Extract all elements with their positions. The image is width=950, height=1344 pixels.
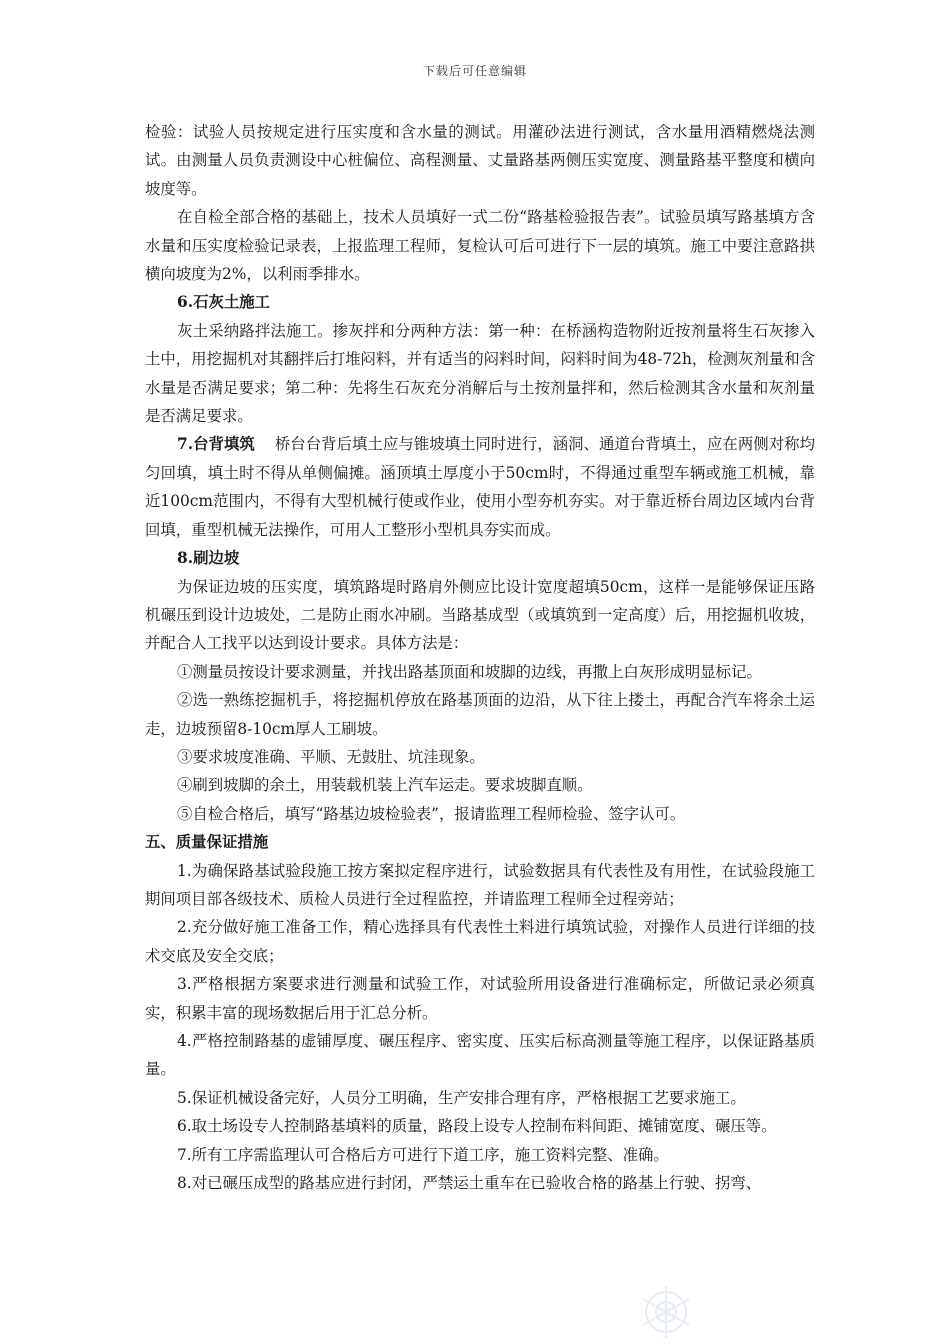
section-heading: 6.石灰土施工: [177, 293, 271, 312]
body-paragraph: 灰土采纳路拌法施工。掺灰拌和分两种方法：第一种：在桥涵构造物附近按剂量将生石灰掺入土中，用挖掘机对其翻拌后打堆闷料，并有适当的闷料时间，闷料时间为48-72h，检测灰剂量和含水量是否满足要求；第二种：先将生石灰充分消解后与土按剂量拌和，然后检测其含水量和灰剂量是否满足要求。: [145, 321, 815, 426]
snowflake-watermark-icon: [634, 1280, 698, 1344]
body-paragraph: ④刷到坡脚的余土，用装载机装上汽车运走。要求坡脚直顺。: [177, 776, 593, 795]
body-paragraph: 为保证边坡的压实度，填筑路堤时路肩外侧应比设计宽度超填50cm，这样一是能够保证压路机碾压到设计边坡处，二是防止雨水冲刷。当路基成型（或填筑到一定高度）后，用挖掘机收坡，并配合人工找平以达到设计要求。具体方法是：: [145, 577, 815, 653]
section-heading: 五、质量保证措施: [145, 833, 269, 852]
section-heading: 8.刷边坡: [177, 549, 240, 568]
body-paragraph: 4.严格控制路基的虚铺厚度、碾压程序、密实度、压实后标高测量等施工程序，以保证路基质量。: [145, 1032, 815, 1079]
body-paragraph: 2.充分做好施工准备工作，精心选择具有代表性土料进行填筑试验，对操作人员进行详细的技术交底及安全交底；: [145, 918, 815, 965]
heading-paragraph: [145, 430, 815, 544]
body-paragraph: 8.对已碾压成型的路基应进行封闭，严禁运土重车在已验收合格的路基上行驶、拐弯、: [177, 1174, 762, 1193]
page-header: 下载后可任意编辑: [422, 64, 527, 78]
body-paragraph: 6.取土场设专人控制路基填料的质量，路段上设专人控制布料间距、摊铺宽度、碾压等。: [177, 1117, 777, 1136]
body-paragraph: ⑤自检合格后，填写“路基边坡检验表”，报请监理工程师检验、签字认可。: [177, 804, 686, 823]
body-paragraph: 检验：试验人员按规定进行压实度和含水量的测试。用灌砂法进行测试，含水量用酒精燃烧法测试。由测量人员负责测设中心桩偏位、高程测量、丈量路基两侧压实宽度、测量路基平整度和横向坡度等。: [145, 123, 815, 198]
inline-heading: 7.台背填筑: [177, 435, 255, 454]
document-body: [145, 118, 815, 1197]
body-paragraph: 5.保证机械设备完好，人员分工明确，生产安排合理有序，严格根据工艺要求施工。: [177, 1088, 746, 1107]
body-paragraph: 在自检全部合格的基础上，技术人员填好一式二份“路基检验报告表”。试验员填写路基填方含水量和压实度检验记录表，上报监理工程师，复检认可后可进行下一层的填筑。施工中要注意路拱横向坡度为2%，以利雨季排水。: [145, 208, 815, 284]
body-paragraph: ③要求坡度准确、平顺、无鼓肚、坑洼现象。: [177, 747, 485, 766]
body-paragraph: ②选一熟练挖掘机手，将挖掘机停放在路基顶面的边沿，从下往上搂土，再配合汽车将余土运走，边坡预留8-10cm厚人工刷坡。: [145, 691, 815, 738]
paragraph-text: 桥台台背后填土应与锥坡填土同时进行，涵洞、通道台背填土，应在两侧对称均匀回填，填土时不得从单侧偏摊。涵顶填土厚度小于50cm时，不得通过重型车辆或施工机械，靠近100cm范围内，不得有大型机械行使或作业，使用小型夯机夯实。对于靠近桥台周边区域内台背回填，重型机械无法操作，可用人工整形小型机具夯实而成。: [145, 435, 815, 539]
body-paragraph: 3.严格根据方案要求进行测量和试验工作，对试验所用设备进行准确标定，所做记录必须真实，积累丰富的现场数据后用于汇总分析。: [145, 975, 815, 1022]
body-paragraph: 1.为确保路基试验段施工按方案拟定程序进行，试验数据具有代表性及有用性，在试验段施工期间项目部各级技术、质检人员进行全过程监控，并请监理工程师全过程旁站；: [145, 861, 815, 908]
body-paragraph: ①测量员按设计要求测量，并找出路基顶面和坡脚的边线，再撒上白灰形成明显标记。: [177, 662, 762, 681]
body-paragraph: 7.所有工序需监理认可合格后方可进行下道工序，施工资料完整、准确。: [177, 1145, 669, 1164]
